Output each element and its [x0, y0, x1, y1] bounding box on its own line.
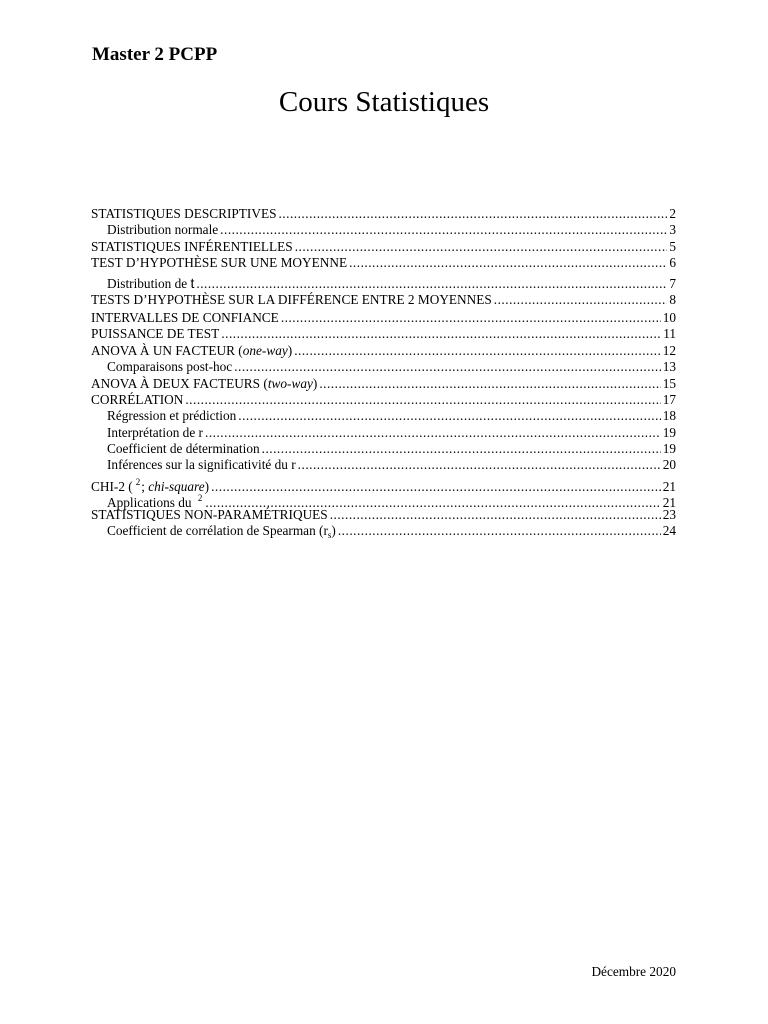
toc-entry-page: 15	[662, 375, 676, 391]
toc-entry-label: Inférences sur la significativité du r	[107, 457, 296, 473]
toc-leader	[234, 359, 661, 375]
toc-entry-label: Régression et prédiction	[107, 408, 237, 424]
toc-entry[interactable]	[91, 425, 676, 441]
table-of-contents	[91, 206, 676, 539]
superscript: 2	[135, 476, 141, 487]
document-header: Master 2 PCPP	[92, 44, 218, 65]
toc-entry-page: 19	[662, 441, 676, 457]
toc-leader	[278, 206, 667, 222]
toc-entry[interactable]	[91, 239, 676, 255]
toc-entry-page: 2	[669, 206, 676, 221]
toc-leader	[220, 222, 667, 238]
toc-entry-page: 13	[662, 359, 676, 375]
toc-leader	[238, 408, 660, 424]
toc-leader	[494, 292, 668, 308]
toc-entry-label: STATISTIQUES DESCRIPTIVES	[91, 206, 277, 221]
toc-leader	[262, 441, 661, 457]
toc-entry-page: 18	[662, 408, 676, 424]
toc-entry-label: INTERVALLES DE CONFIANCE	[91, 309, 279, 325]
toc-leader	[298, 457, 661, 473]
toc-entry[interactable]	[91, 343, 676, 359]
toc-entry-label: STATISTIQUES NON-PARAMÉTRIQUES	[91, 506, 328, 522]
superscript: 2	[197, 493, 203, 504]
toc-entry-label: Distribution de t	[107, 274, 195, 291]
toc-entry-page: 10	[662, 309, 676, 325]
t-symbol: t	[190, 274, 195, 291]
toc-entry[interactable]	[91, 474, 676, 494]
toc-leader	[338, 523, 661, 539]
toc-entry-label: Interprétation de r	[107, 424, 203, 440]
toc-entry-page: 6	[669, 255, 676, 271]
toc-entry[interactable]	[91, 392, 676, 408]
toc-entry[interactable]	[91, 457, 676, 473]
toc-leader	[294, 343, 661, 359]
toc-entry-page: 24	[662, 523, 676, 539]
toc-leader	[281, 310, 661, 326]
toc-entry-label: Coefficient de corrélation de Spearman $(r_s)$	[107, 523, 336, 541]
toc-entry[interactable]	[91, 376, 676, 392]
document-date: Décembre 2020	[591, 964, 676, 979]
toc-entry[interactable]	[91, 206, 676, 222]
toc-entry-page: 21	[662, 478, 676, 494]
toc-entry[interactable]	[91, 359, 676, 375]
toc-entry-page: 12	[662, 342, 676, 358]
toc-entry-page: 8	[669, 291, 676, 307]
toc-leader	[349, 255, 667, 271]
toc-entry-page: 3	[669, 222, 676, 238]
toc-leader	[221, 326, 661, 342]
toc-entry-label: CHI-2 ( $^2$; chi-square)	[91, 476, 210, 494]
toc-entry-page: 21	[662, 495, 676, 511]
toc-entry[interactable]	[91, 326, 676, 342]
toc-entry[interactable]	[91, 255, 676, 271]
toc-entry[interactable]	[91, 310, 676, 326]
toc-entry-label: Comparaisons post-hoc	[107, 359, 233, 375]
toc-leader	[330, 507, 661, 523]
toc-leader	[185, 392, 660, 408]
toc-entry-label: Applications du $^2$	[107, 493, 203, 511]
document-title: Cours Statistiques	[278, 86, 490, 118]
toc-entry-label: TESTS D’HYPOTHÈSE SUR LA DIFFÉRENCE ENTRE 2 MOYENNES	[91, 291, 492, 307]
toc-leader	[295, 239, 668, 255]
toc-entry[interactable]	[91, 441, 676, 457]
subscript: s	[327, 530, 332, 541]
toc-entry-page: 20	[662, 457, 676, 473]
toc-entry[interactable]	[91, 222, 676, 238]
toc-leader	[211, 479, 661, 495]
toc-entry-page: 11	[663, 326, 676, 342]
toc-entry-page: 5	[669, 238, 676, 254]
toc-entry[interactable]	[91, 507, 676, 523]
toc-entry[interactable]	[91, 523, 676, 539]
toc-entry-label: PUISSANCE DE TEST	[91, 326, 220, 342]
toc-entry-page: 17	[662, 391, 676, 407]
toc-entry-page: 7	[669, 275, 676, 291]
toc-entry-page: 19	[662, 424, 676, 440]
toc-entry[interactable]	[91, 408, 676, 424]
toc-entry-label: ANOVA À DEUX FACTEURS (two-way)	[91, 375, 318, 391]
toc-entry[interactable]	[91, 292, 676, 310]
toc-entry-label: ANOVA À UN FACTEUR (one-way)	[91, 342, 293, 358]
toc-leader	[319, 376, 660, 392]
toc-entry-label: STATISTIQUES INFÉRENTIELLES	[91, 238, 293, 254]
toc-entry-label: TEST D’HYPOTHÈSE SUR UNE MOYENNE	[91, 255, 348, 271]
toc-entry[interactable]	[91, 272, 676, 292]
toc-entry-page: 23	[662, 506, 676, 522]
toc-entry-label: Distribution normale	[107, 222, 219, 238]
toc-leader	[205, 425, 661, 441]
toc-entry-label: Coefficient de détermination	[107, 441, 260, 457]
toc-entry-label: CORRÉLATION	[91, 391, 184, 407]
